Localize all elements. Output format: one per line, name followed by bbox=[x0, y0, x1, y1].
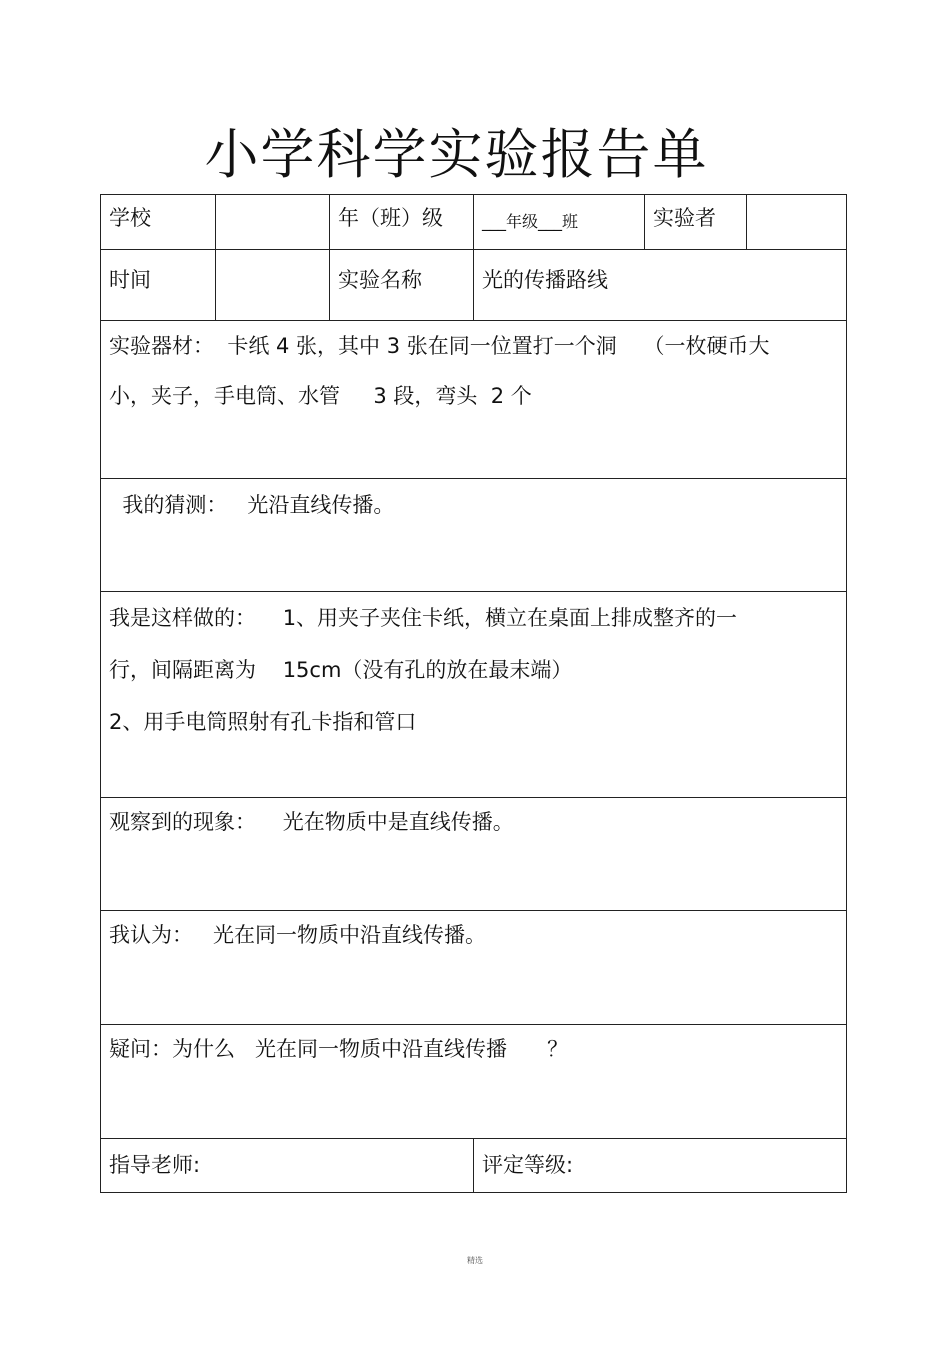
page-title: 小学科学实验报告单 bbox=[204, 123, 709, 186]
procedure-cell[interactable] bbox=[101, 592, 847, 798]
grade-eval-label: 评定等级: bbox=[482, 1153, 574, 1177]
header-row-2 bbox=[101, 250, 847, 321]
guess-text: 我的猜测： 光沿直线传播。 bbox=[109, 493, 395, 517]
experimenter-label-cell bbox=[645, 195, 747, 250]
school-label: 学校 bbox=[109, 206, 151, 230]
time-label: 时间 bbox=[109, 268, 151, 292]
question-text: 疑问：为什么 光在同一物质中沿直线传播 ？ bbox=[109, 1037, 569, 1061]
teacher-cell[interactable] bbox=[101, 1139, 474, 1193]
question-row bbox=[101, 1025, 847, 1139]
materials-line-2: 小，夹子，手电筒、水管 3 段，弯头 2 个 bbox=[109, 384, 532, 408]
materials-row bbox=[101, 321, 847, 479]
school-value-cell[interactable] bbox=[216, 195, 330, 250]
procedure-row bbox=[101, 592, 847, 798]
report-table bbox=[100, 194, 847, 1193]
experimenter-label: 实验者 bbox=[653, 206, 716, 230]
time-label-cell bbox=[101, 250, 216, 321]
procedure-line-3: 2、用手电筒照射有孔卡指和管口 bbox=[109, 710, 417, 734]
procedure-line-1: 我是这样做的： 1、用夹子夹住卡纸，横立在桌面上排成整齐的一 bbox=[109, 606, 738, 630]
experiment-name-label-cell bbox=[330, 250, 474, 321]
grade-label-cell bbox=[330, 195, 474, 250]
conclusion-text: 我认为： 光在同一物质中沿直线传播。 bbox=[109, 923, 487, 947]
guess-row bbox=[101, 479, 847, 592]
time-value bbox=[216, 250, 329, 261]
teacher-label: 指导老师: bbox=[109, 1153, 201, 1177]
footer-watermark: 精选 bbox=[467, 1256, 483, 1265]
grade-eval-cell[interactable] bbox=[474, 1139, 847, 1193]
materials-line-1: 实验器材： 卡纸 4 张，其中 3 张在同一位置打一个洞 （一枚硬币大 bbox=[109, 334, 770, 358]
conclusion-cell[interactable] bbox=[101, 911, 847, 1025]
time-value-cell[interactable] bbox=[216, 250, 330, 321]
conclusion-row bbox=[101, 911, 847, 1025]
experiment-name-value-cell[interactable] bbox=[474, 250, 847, 321]
school-label-cell bbox=[101, 195, 216, 250]
procedure-line-2: 行，间隔距离为 15cm（没有孔的放在最末端） bbox=[109, 658, 573, 682]
signature-row bbox=[101, 1139, 847, 1193]
guess-cell[interactable] bbox=[101, 479, 847, 592]
observation-cell[interactable] bbox=[101, 798, 847, 911]
grade-value: ___年级___班 bbox=[482, 212, 579, 231]
school-value bbox=[216, 195, 329, 206]
question-cell[interactable] bbox=[101, 1025, 847, 1139]
header-row-1 bbox=[101, 195, 847, 250]
materials-cell[interactable] bbox=[101, 321, 847, 479]
grade-value-cell[interactable] bbox=[474, 195, 645, 250]
experimenter-value bbox=[747, 195, 846, 206]
grade-label: 年（班）级 bbox=[338, 206, 443, 230]
observation-text: 观察到的现象： 光在物质中是直线传播。 bbox=[109, 810, 514, 834]
experimenter-value-cell[interactable] bbox=[747, 195, 847, 250]
experiment-name-value: 光的传播路线 bbox=[482, 268, 608, 292]
experiment-name-label: 实验名称 bbox=[338, 268, 422, 292]
observation-row bbox=[101, 798, 847, 911]
